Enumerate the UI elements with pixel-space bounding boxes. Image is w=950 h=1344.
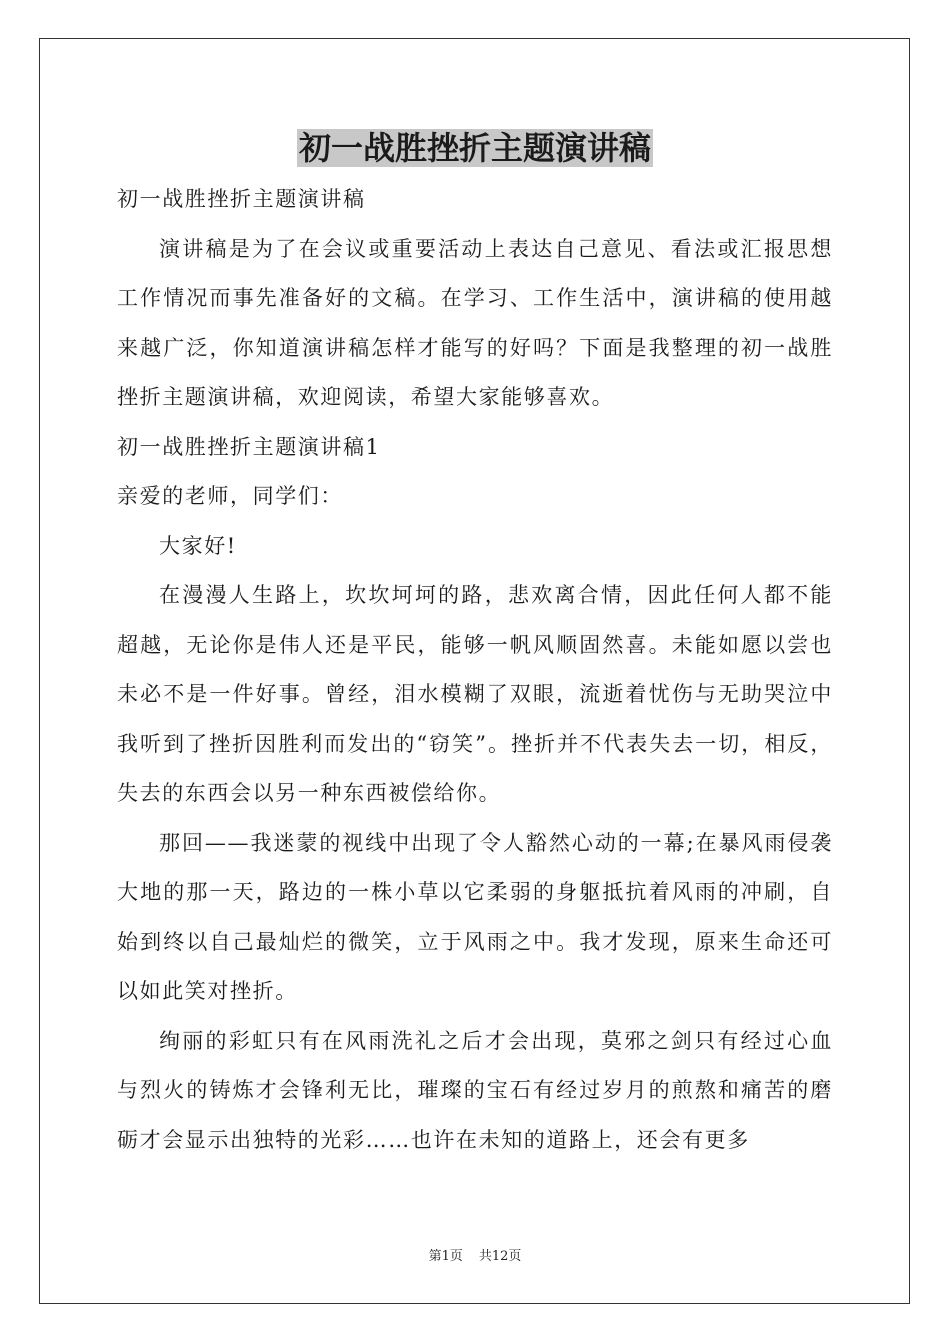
body-paragraph: 那回——我迷蒙的视线中出现了令人豁然心动的一幕;在暴风雨侵袭大地的那一天，路边的一株小草以它柔弱的身躯抵抗着风雨的冲刷，自始到终以自己最灿烂的微笑，立于风雨之中。我才发现，原来生命还可以如此笑对挫折。: [117, 830, 833, 1003]
subtitle-line: 初一战胜挫折主题演讲稿: [117, 187, 366, 211]
body-paragraph: 绚丽的彩虹只有在风雨洗礼之后才会出现，莫邪之剑只有经过心血与烈火的铸炼才会锋利无比，璀璨的宝石有经过岁月的煎熬和痛苦的磨砺才会显示出独特的光彩……也许在未知的道路上，还会有更多: [117, 1028, 833, 1152]
section-heading: 初一战胜挫折主题演讲稿1: [117, 434, 381, 459]
document-title: [0, 124, 950, 172]
body-paragraph: 在漫漫人生路上，坎坎坷坷的路，悲欢离合情，因此任何人都不能超越，无论你是伟人还是平民，能够一帆风顺固然喜。未能如愿以尝也未必不是一件好事。曾经，泪水模糊了双眼，流逝着忧伤与无助哭泣中我听到了挫折因胜利而发出的“窃笑”。挫折并不代表失去一切，相反，失去的东西会以另一种东西被偿给你。: [117, 583, 833, 805]
page-footer: [0, 1245, 950, 1264]
page-total: 共12页: [478, 1249, 522, 1264]
document-title-text: 初一战胜挫折主题演讲稿: [298, 129, 651, 167]
intro-paragraph: 演讲稿是为了在会议或重要活动上表达自己意见、看法或汇报思想工作情况而事先准备好的文稿。在学习、工作生活中，演讲稿的使用越来越广泛，你知道演讲稿怎样才能写的好吗？下面是我整理的初一战胜挫折主题演讲稿，欢迎阅读，希望大家能够喜欢。: [117, 236, 833, 409]
greeting: 大家好!: [159, 533, 237, 558]
document-body: [117, 175, 833, 1165]
page-number: 第1页: [428, 1249, 463, 1264]
salutation: 亲爱的老师，同学们：: [117, 484, 343, 508]
